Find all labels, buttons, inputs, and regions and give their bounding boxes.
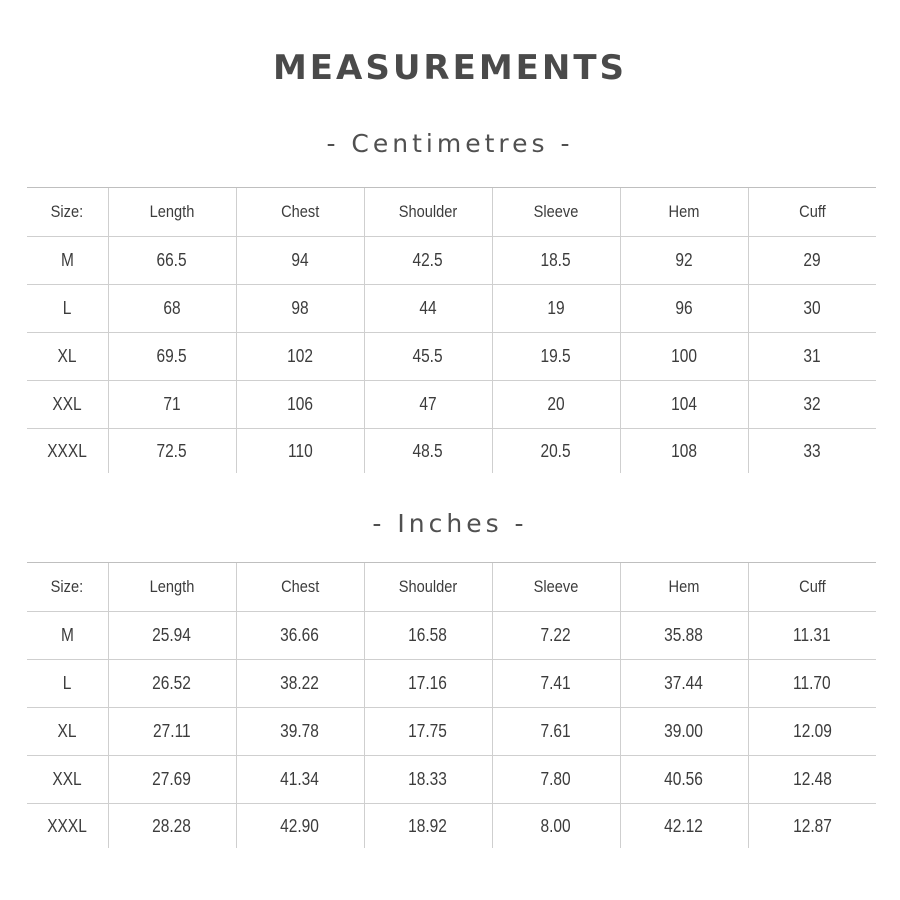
column-header-shoulder: Shoulder xyxy=(364,563,492,612)
inches-section-title: - Inches - xyxy=(372,509,528,538)
table-row xyxy=(27,381,876,429)
table-row xyxy=(27,660,876,708)
column-header-shoulder: Shoulder xyxy=(364,188,492,237)
table-row xyxy=(27,237,876,285)
table-row xyxy=(27,804,876,849)
column-header-sleeve: Sleeve xyxy=(492,563,620,612)
centimetres-table xyxy=(27,187,876,473)
chest-cell: 38.22 xyxy=(236,660,364,708)
table-row xyxy=(27,708,876,756)
column-header-chest: Chest xyxy=(236,563,364,612)
table-row xyxy=(27,429,876,474)
hem-cell: 104 xyxy=(620,381,748,429)
chest-cell: 42.90 xyxy=(236,804,364,849)
chest-cell: 110 xyxy=(236,429,364,474)
chest-cell: 36.66 xyxy=(236,612,364,660)
hem-cell: 37.44 xyxy=(620,660,748,708)
column-header-size: Size: xyxy=(27,563,108,612)
column-header-chest: Chest xyxy=(236,188,364,237)
length-cell: 69.5 xyxy=(108,333,236,381)
size-cell: XXXL xyxy=(27,804,108,849)
sleeve-cell: 7.61 xyxy=(492,708,620,756)
length-cell: 68 xyxy=(108,285,236,333)
column-header-hem: Hem xyxy=(620,563,748,612)
sleeve-cell: 7.41 xyxy=(492,660,620,708)
column-header-hem: Hem xyxy=(620,188,748,237)
sleeve-cell: 20.5 xyxy=(492,429,620,474)
cuff-cell: 32 xyxy=(748,381,876,429)
hem-cell: 92 xyxy=(620,237,748,285)
sleeve-cell: 8.00 xyxy=(492,804,620,849)
table-row xyxy=(27,612,876,660)
table-header-row xyxy=(27,188,876,237)
shoulder-cell: 45.5 xyxy=(364,333,492,381)
cuff-cell: 12.87 xyxy=(748,804,876,849)
chest-cell: 102 xyxy=(236,333,364,381)
size-cell: XL xyxy=(27,708,108,756)
shoulder-cell: 18.33 xyxy=(364,756,492,804)
shoulder-cell: 44 xyxy=(364,285,492,333)
hem-cell: 100 xyxy=(620,333,748,381)
cuff-cell: 33 xyxy=(748,429,876,474)
cuff-cell: 29 xyxy=(748,237,876,285)
hem-cell: 108 xyxy=(620,429,748,474)
sleeve-cell: 7.80 xyxy=(492,756,620,804)
cuff-cell: 12.09 xyxy=(748,708,876,756)
cuff-cell: 30 xyxy=(748,285,876,333)
shoulder-cell: 42.5 xyxy=(364,237,492,285)
shoulder-cell: 17.16 xyxy=(364,660,492,708)
page-title: MEASUREMENTS xyxy=(272,48,628,88)
shoulder-cell: 17.75 xyxy=(364,708,492,756)
sleeve-cell: 18.5 xyxy=(492,237,620,285)
length-cell: 25.94 xyxy=(108,612,236,660)
hem-cell: 35.88 xyxy=(620,612,748,660)
length-cell: 72.5 xyxy=(108,429,236,474)
column-header-sleeve: Sleeve xyxy=(492,188,620,237)
sleeve-cell: 19 xyxy=(492,285,620,333)
chest-cell: 94 xyxy=(236,237,364,285)
cuff-cell: 12.48 xyxy=(748,756,876,804)
length-cell: 28.28 xyxy=(108,804,236,849)
size-cell: XXL xyxy=(27,381,108,429)
table-row xyxy=(27,756,876,804)
size-cell: L xyxy=(27,285,108,333)
column-header-length: Length xyxy=(108,563,236,612)
chest-cell: 39.78 xyxy=(236,708,364,756)
inches-table xyxy=(27,562,876,848)
chest-cell: 98 xyxy=(236,285,364,333)
table-row xyxy=(27,333,876,381)
length-cell: 26.52 xyxy=(108,660,236,708)
length-cell: 27.11 xyxy=(108,708,236,756)
chest-cell: 41.34 xyxy=(236,756,364,804)
sleeve-cell: 7.22 xyxy=(492,612,620,660)
cuff-cell: 31 xyxy=(748,333,876,381)
cuff-cell: 11.70 xyxy=(748,660,876,708)
cuff-cell: 11.31 xyxy=(748,612,876,660)
size-cell: XXL xyxy=(27,756,108,804)
hem-cell: 96 xyxy=(620,285,748,333)
column-header-length: Length xyxy=(108,188,236,237)
column-header-size: Size: xyxy=(27,188,108,237)
centimetres-section-title: - Centimetres - xyxy=(326,129,574,158)
length-cell: 71 xyxy=(108,381,236,429)
shoulder-cell: 47 xyxy=(364,381,492,429)
shoulder-cell: 16.58 xyxy=(364,612,492,660)
hem-cell: 42.12 xyxy=(620,804,748,849)
chest-cell: 106 xyxy=(236,381,364,429)
size-cell: M xyxy=(27,237,108,285)
length-cell: 27.69 xyxy=(108,756,236,804)
hem-cell: 39.00 xyxy=(620,708,748,756)
table-row xyxy=(27,285,876,333)
shoulder-cell: 18.92 xyxy=(364,804,492,849)
sleeve-cell: 20 xyxy=(492,381,620,429)
size-cell: L xyxy=(27,660,108,708)
size-cell: M xyxy=(27,612,108,660)
column-header-cuff: Cuff xyxy=(748,563,876,612)
sleeve-cell: 19.5 xyxy=(492,333,620,381)
size-cell: XXXL xyxy=(27,429,108,474)
table-header-row xyxy=(27,563,876,612)
length-cell: 66.5 xyxy=(108,237,236,285)
hem-cell: 40.56 xyxy=(620,756,748,804)
shoulder-cell: 48.5 xyxy=(364,429,492,474)
column-header-cuff: Cuff xyxy=(748,188,876,237)
size-cell: XL xyxy=(27,333,108,381)
